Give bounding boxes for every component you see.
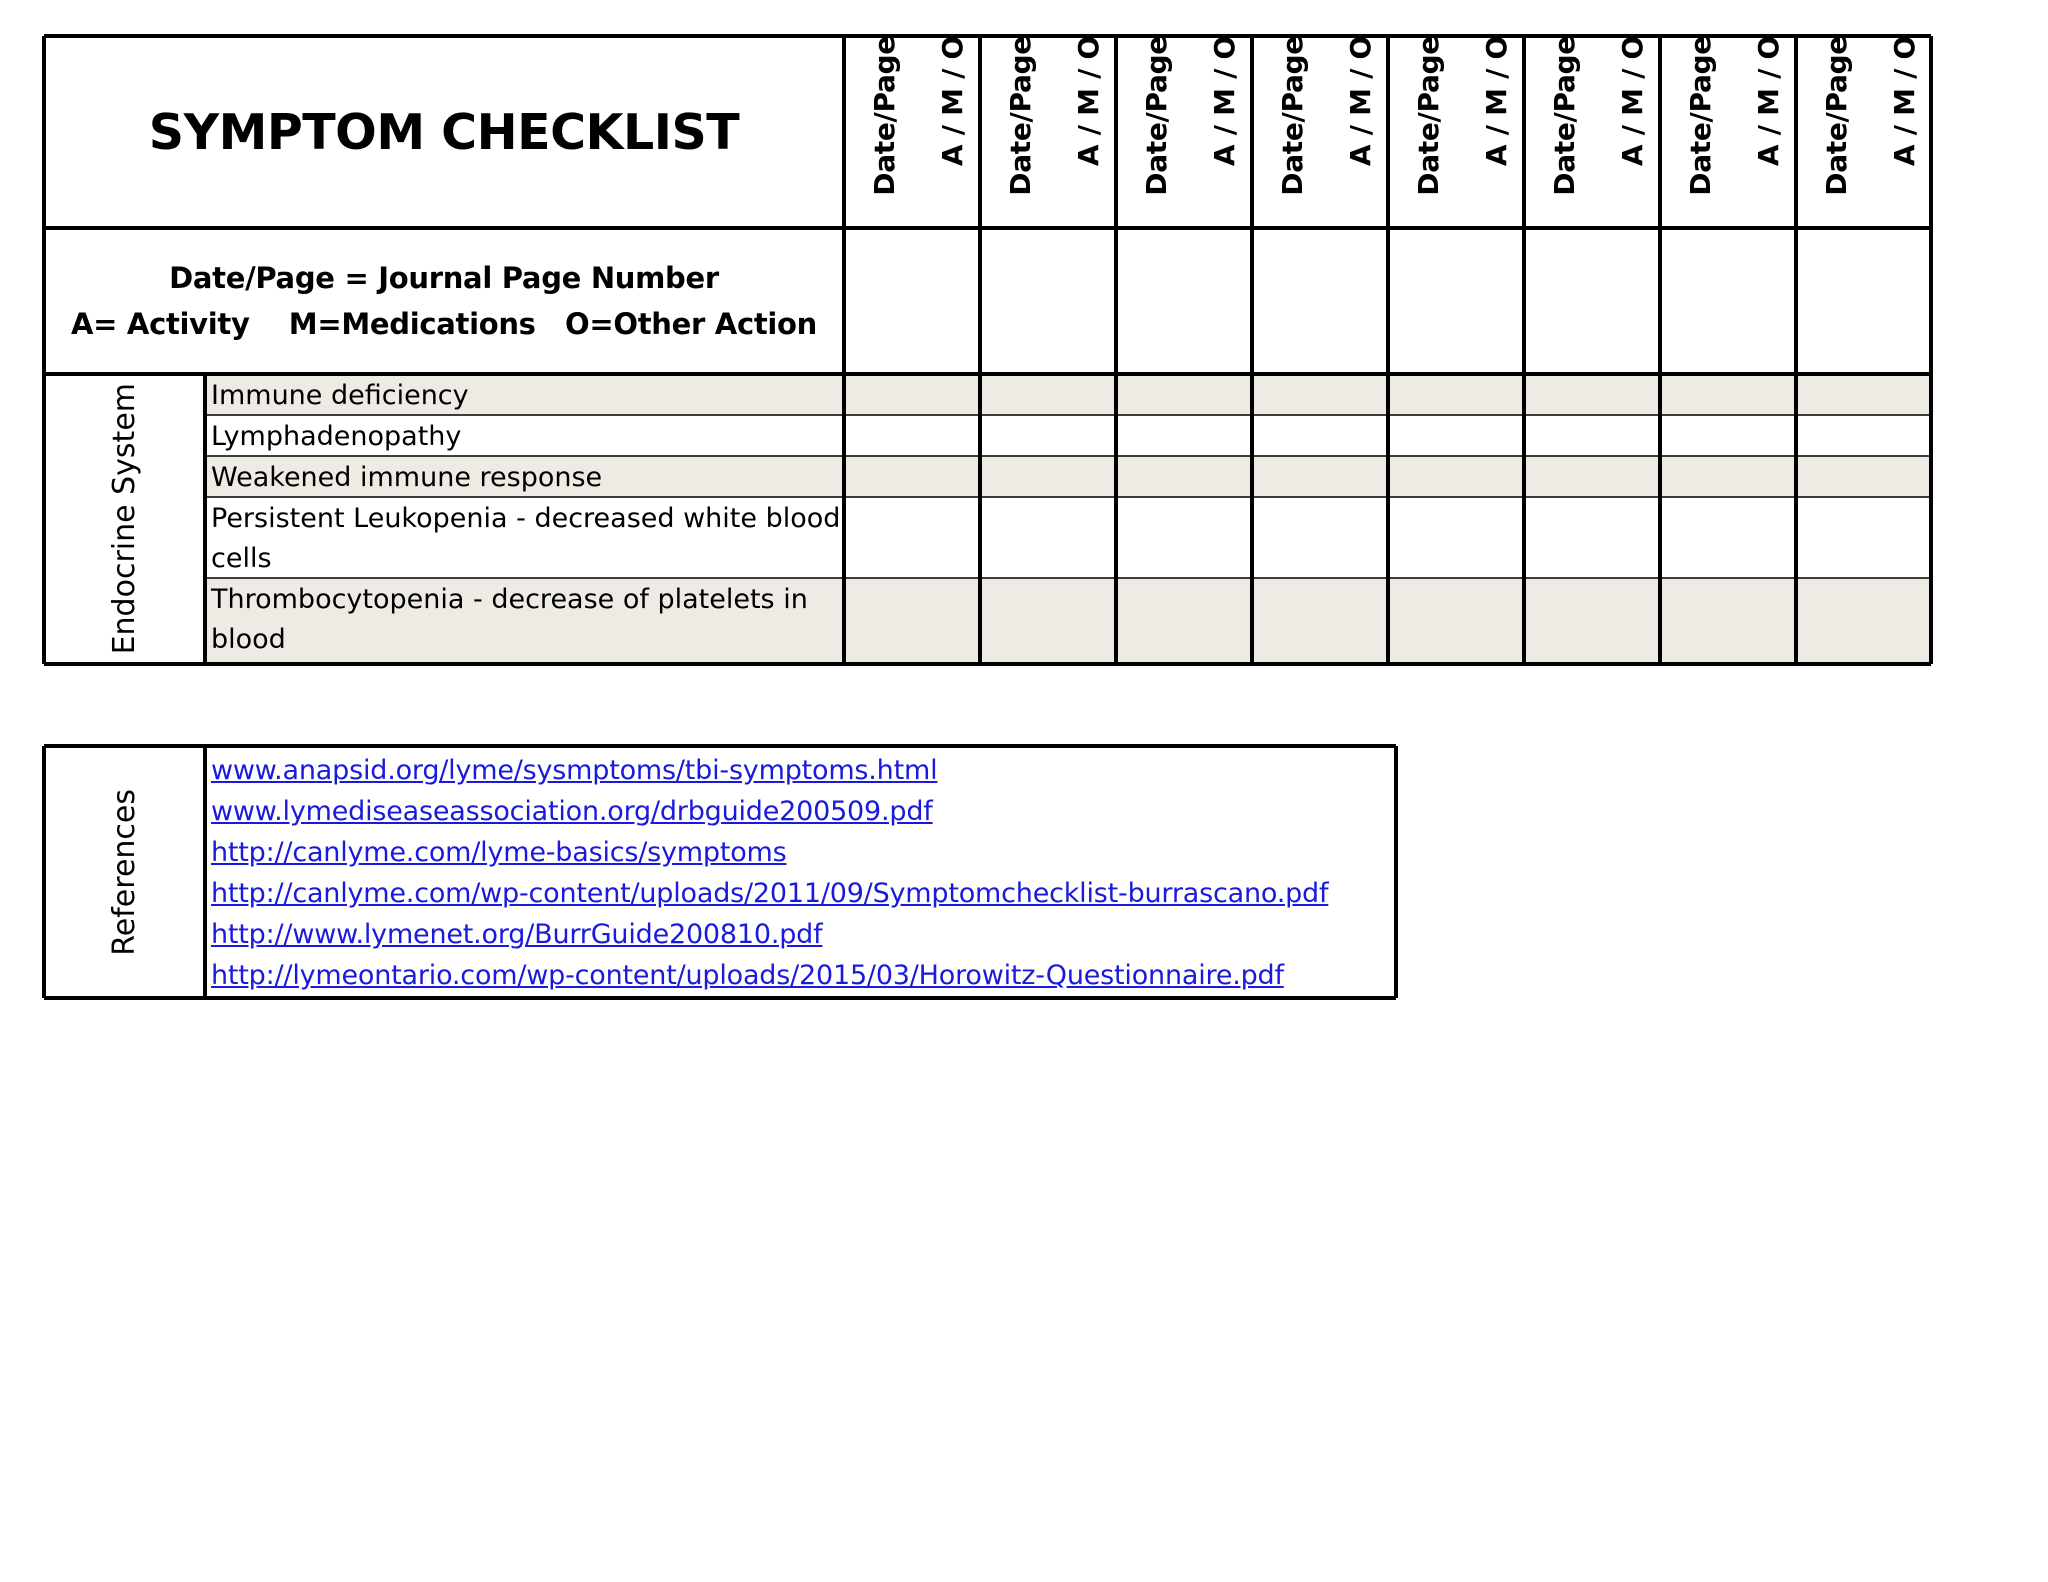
entry-cell[interactable] — [1796, 578, 1932, 664]
amo-label: A / M / O — [1071, 36, 1105, 167]
legend-entry-cell[interactable] — [1660, 228, 1796, 374]
column-header — [1660, 36, 1796, 228]
legend-entry-cell[interactable] — [1524, 228, 1660, 374]
entry-cell[interactable] — [1660, 497, 1796, 578]
amo-label: A / M / O — [1343, 36, 1377, 167]
entry-cell[interactable] — [1252, 578, 1388, 664]
reference-link[interactable]: http://canlyme.com/lyme-basics/symptoms — [211, 837, 787, 868]
entry-cell[interactable] — [1116, 456, 1252, 497]
entry-cell[interactable] — [1524, 374, 1660, 415]
entry-cell[interactable] — [844, 415, 980, 456]
entry-cell[interactable] — [1252, 374, 1388, 415]
legend-entry-cell[interactable] — [1252, 228, 1388, 374]
entry-cell[interactable] — [1524, 578, 1660, 664]
symptom-label: Immune deficiency — [205, 374, 844, 415]
amo-label: A / M / O — [1207, 36, 1241, 167]
entry-cell[interactable] — [1660, 374, 1796, 415]
amo-header — [932, 36, 972, 222]
entry-cell[interactable] — [980, 374, 1116, 415]
legend-line-date-page: Date/Page = Journal Page Number — [169, 261, 719, 295]
entry-cell[interactable] — [1796, 374, 1932, 415]
title-cell — [44, 36, 844, 228]
section-label: Endocrine System — [107, 383, 142, 655]
reference-link[interactable]: http://canlyme.com/wp-content/uploads/2011/09/Symptomchecklist-burrascano.pdf — [211, 878, 1329, 909]
entry-cell[interactable] — [1252, 456, 1388, 497]
entry-cell[interactable] — [1116, 497, 1252, 578]
references-table — [44, 746, 1396, 998]
entry-cell[interactable] — [1796, 497, 1932, 578]
amo-header — [1340, 36, 1380, 222]
date-page-label: Date/Page — [1683, 36, 1717, 196]
entry-cell[interactable] — [844, 497, 980, 578]
symptom-label: Lymphadenopathy — [205, 415, 844, 456]
date-page-label: Date/Page — [1275, 36, 1309, 196]
legend-entry-cell[interactable] — [980, 228, 1116, 374]
entry-cell[interactable] — [1796, 415, 1932, 456]
date-page-header — [1136, 36, 1176, 222]
amo-header — [1068, 36, 1108, 222]
references-list — [205, 746, 1396, 998]
date-page-header — [1000, 36, 1040, 222]
entry-cell[interactable] — [1388, 456, 1524, 497]
entry-cell[interactable] — [1252, 497, 1388, 578]
amo-header — [1748, 36, 1788, 222]
date-page-header — [1816, 36, 1856, 222]
references-label-cell — [44, 746, 205, 998]
date-page-label: Date/Page — [1819, 36, 1853, 196]
amo-header — [1476, 36, 1516, 222]
reference-link[interactable]: www.anapsid.org/lyme/sysmptoms/tbi-symptoms.html — [211, 755, 938, 786]
date-page-header — [864, 36, 904, 222]
references-label: References — [107, 788, 142, 956]
amo-header — [1884, 36, 1924, 222]
symptom-checklist-table — [44, 36, 1931, 664]
column-header — [1116, 36, 1252, 228]
entry-cell[interactable] — [1388, 578, 1524, 664]
reference-link[interactable]: www.lymediseaseassociation.org/drbguide200509.pdf — [211, 796, 933, 827]
column-header — [980, 36, 1116, 228]
entry-cell[interactable] — [1524, 497, 1660, 578]
reference-link[interactable]: http://lymeontario.com/wp-content/uploads/2015/03/Horowitz-Questionnaire.pdf — [211, 960, 1284, 991]
column-header — [1524, 36, 1660, 228]
entry-cell[interactable] — [844, 374, 980, 415]
date-page-header — [1680, 36, 1720, 222]
entry-cell[interactable] — [844, 456, 980, 497]
amo-label: A / M / O — [1615, 36, 1649, 167]
entry-cell[interactable] — [1660, 415, 1796, 456]
legend-cell — [44, 228, 844, 374]
entry-cell[interactable] — [844, 578, 980, 664]
entry-cell[interactable] — [1660, 456, 1796, 497]
date-page-label: Date/Page — [1003, 36, 1037, 196]
entry-cell[interactable] — [1524, 415, 1660, 456]
amo-label: A / M / O — [935, 36, 969, 167]
amo-header — [1612, 36, 1652, 222]
entry-cell[interactable] — [1116, 578, 1252, 664]
entry-cell[interactable] — [980, 578, 1116, 664]
legend-entry-cell[interactable] — [844, 228, 980, 374]
section-label-cell — [44, 374, 205, 664]
entry-cell[interactable] — [980, 415, 1116, 456]
legend-entry-cell[interactable] — [1796, 228, 1932, 374]
symptom-label: Thrombocytopenia - decrease of platelets in blood — [205, 578, 844, 664]
column-header — [844, 36, 980, 228]
entry-cell[interactable] — [1388, 497, 1524, 578]
entry-cell[interactable] — [1660, 578, 1796, 664]
symptom-label: Weakened immune response — [205, 456, 844, 497]
amo-label: A / M / O — [1751, 36, 1785, 167]
entry-cell[interactable] — [1524, 456, 1660, 497]
entry-cell[interactable] — [1116, 415, 1252, 456]
legend-line-amo: A= Activity M=Medications O=Other Action — [70, 307, 818, 341]
symptom-label: Persistent Leukopenia - decreased white blood cells — [205, 497, 844, 578]
date-page-header — [1544, 36, 1584, 222]
amo-label: A / M / O — [1479, 36, 1513, 167]
date-page-header — [1408, 36, 1448, 222]
column-header — [1796, 36, 1932, 228]
entry-cell[interactable] — [1388, 374, 1524, 415]
legend-entry-cell[interactable] — [1116, 228, 1252, 374]
date-page-header — [1272, 36, 1312, 222]
entry-cell[interactable] — [1388, 415, 1524, 456]
legend-entry-cell[interactable] — [1388, 228, 1524, 374]
page-title: SYMPTOM CHECKLIST — [148, 103, 740, 161]
entry-cell[interactable] — [1796, 456, 1932, 497]
column-header — [1252, 36, 1388, 228]
date-page-label: Date/Page — [867, 36, 901, 196]
date-page-label: Date/Page — [1139, 36, 1173, 196]
entry-cell[interactable] — [980, 456, 1116, 497]
date-page-label: Date/Page — [1411, 36, 1445, 196]
amo-label: A / M / O — [1887, 36, 1921, 167]
column-header — [1388, 36, 1524, 228]
entry-cell[interactable] — [980, 497, 1116, 578]
reference-link[interactable]: http://www.lymenet.org/BurrGuide200810.pdf — [211, 919, 823, 950]
entry-cell[interactable] — [1116, 374, 1252, 415]
entry-cell[interactable] — [1252, 415, 1388, 456]
date-page-label: Date/Page — [1547, 36, 1581, 196]
amo-header — [1204, 36, 1244, 222]
